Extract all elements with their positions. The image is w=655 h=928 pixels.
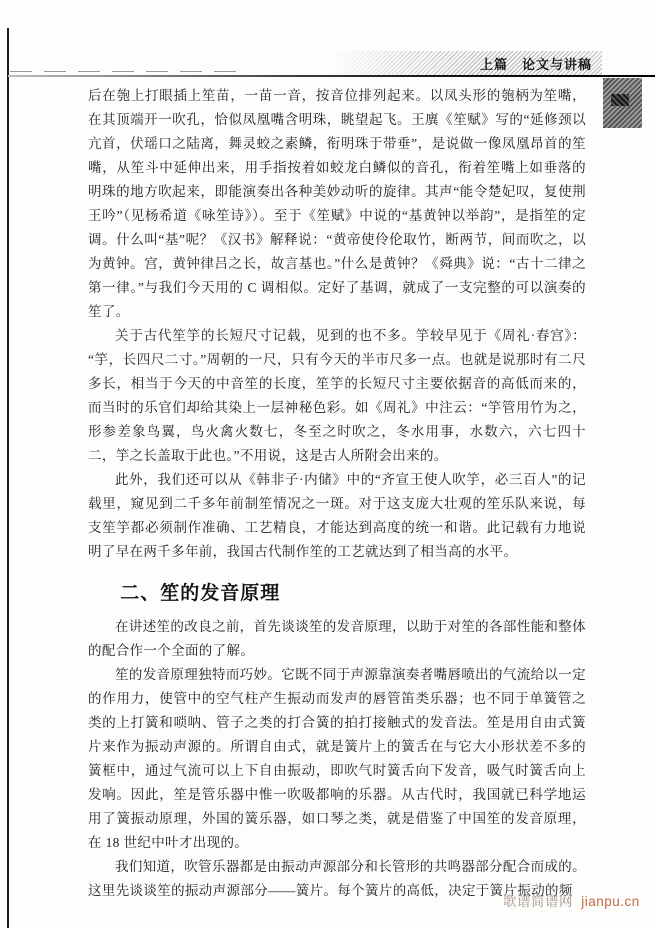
page-corner-badge [603,78,642,128]
body-paragraph: 后在匏上打眼插上笙苗，一苗一音，按音位排列起来。以凤头形的匏柄为笙嘴，在其顶端开一吹孔，恰似凤凰嘴含明珠，眺望起飞。王廙《笙赋》写的“延修颈以亢首，伏瑶口之陆离，舞灵蛟之素鳞，衔明珠于带垂”，是说做一像凤凰昂首的笙嘴，从笙斗中延伸出来，用手指按着如蛟龙白鳞似的音孔，衔着笙嘴上如垂落的明珠的地方吹起来，即能演奏出各种美妙动听的旋律。其声“能令楚妃叹，复使荆王吟”（见杨希道《咏笙诗》）。至于《笙赋》中说的“基黄钟以举韵”，是指笙的定调。什么叫“基”呢？《汉书》解释说：“黄帝使伶伦取竹，断两节，间而吹之，以为黄钟。宫，黄钟律吕之长，故言基也。”什么是黄钟？《舜典》说：“古十二律之第一律。”与我们今天用的 C 调相似。定好了基调，就成了一支完整的可以演奏的笙了。 [88,88,586,319]
body-paragraph: 在讲述笙的改良之前，首先谈谈笙的发音原理，以助于对笙的各部性能和整体的配合作一个全面的了解。 [88,619,586,658]
body-paragraph: 我们知道，吹管乐器都是由振动声源部分和长管形的共鸣器部分配合而成的。这里先谈谈笙的振动声源部分——簧片。每个簧片的高低，决定于簧片振动的频 [88,859,586,898]
watermark-site-name: 歌谱简谱网 [503,894,573,909]
section-heading: 二、笙的发音原理 [120,583,281,604]
body-paragraph: 此外，我们还可以从《韩非子·内储》中的“齐宣王使人吹竽，必三百人”的记载里，窥见到二千多年前制笙情况之一斑。对于这支庞大壮观的笙乐队来说，每支笙竽都必须制作准确、工艺精良，才能达到高度的统一和谐。此记载有力地说明了早在两千多年前，我国古代制作笙的工艺就达到了相当高的水平。 [88,472,586,559]
running-head-band [330,51,602,75]
running-head-section-label: 论文与讲稿 [521,56,592,72]
header-rule-dashes [10,71,240,72]
page-scan-edge-line [7,28,9,928]
running-head-part-label: 上篇 [479,56,508,72]
body-paragraph: 笙的发音原理独特而巧妙。它既不同于声源靠演奏者嘴唇喷出的气流给以一定的作用力，使管中的空气柱产生振动而发声的唇管笛类乐器；也不同于单簧管之类的上打簧和唢呐、管子之类的打合簧的拍打接触式的发音法。笙是用自由式簧片来作为振动声源的。所谓自由式，就是簧片上的簧舌在与它大小形状差不多的簧框中，通过气流可以上下自由振动，即吹气时簧舌向下发音，吸气时簧舌向上发响。因此，笙是管乐器中惟一吹吸都响的乐器。从古代时，我国就已科学地运用了簧振动原理，外国的簧乐器，如口琴之类，就是借鉴了中国笙的发音原理，在 18 世纪中叶才出现的。 [88,667,586,850]
watermark-site-domain: jianpu.cn [581,894,640,909]
page-corner-badge-mark [611,94,629,106]
body-paragraph: 关于古代笙竽的长短尺寸记载，见到的也不多。竽较早见于《周礼·春宫》：“竽，长四尺二寸。”周朝的一尺，只有今天的半市尺多一点。也就是说那时有二尺多长，相当于今天的中音笙的长度，笙竽的长短尺寸主要依据音的高低而来的，而当时的乐官们却给其染上一层神秘色彩。如《周礼》中注云：“竽管用竹为之，形参差象鸟翼，鸟火禽火数七，冬至之时吹之，冬水用事，水数六，六七四十二，竽之长盖取于此也。”不用说，这是古人所附会出来的。 [88,328,586,463]
header-rule [8,75,655,77]
page-body-text [88,84,586,903]
watermark [503,890,640,910]
